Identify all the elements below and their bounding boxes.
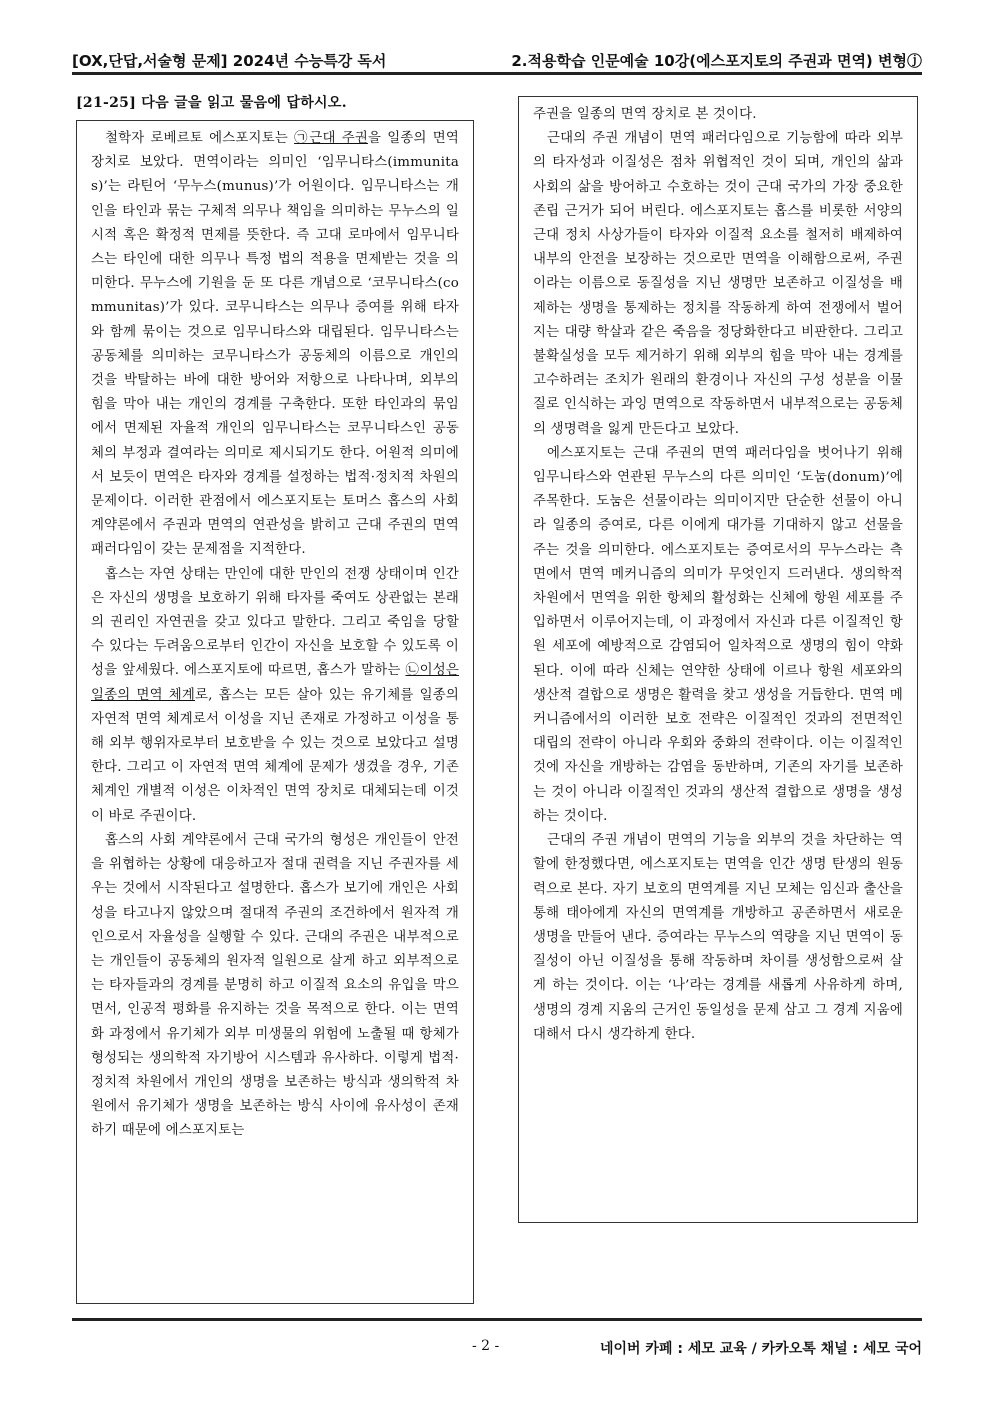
passage-paragraph-2: 홉스는 자연 상태는 만인에 대한 만인의 전쟁 상태이며 인간은 자신의 생명을 보호하기 위해 타자를 죽여도 상관없는 본래의 권리인 자연권을 갖고 있다고 말한다. 그리고 죽임을 당할 수 있다는 두려움으로부터 인간이 자신을 보호할 수 있도록 이성을 앞세웠다. 에스포지토에 따르면, 홉스가 말하는 ㉡이성은 일종의 면역 체계로, 홉스는 모든 살아 있는 유기체를 일종의 자연적 면역 체계로서 이성을 지닌 존재로 가정하고 이성을 통해 외부 행위자로부터 보호받을 수 있는 것으로 보았다고 설명한다. 그리고 이 자연적 면역 체계에 문제가 생겼을 경우, 기존 체계인 개별적 이성은 이차적인 면역 장치로 대체되는데 이것이 바로 주권이다.: [91, 566, 459, 824]
passage-paragraph-3: 홉스의 사회 계약론에서 근대 국가의 형성은 개인들이 안전을 위협하는 상황에 대응하고자 절대 권력을 지닌 주권자를 세우는 것에서 시작된다고 설명한다. 홉스가 보기에 개인은 사회성을 타고나지 않았으며 절대적 주권의 조건하에서 원자적 개인으로서 자율성을 실행할 수 있다. 근대의 주권은 내부적으로는 개인들이 공동체의 원자적 일원으로 살게 하고 외부적으로는 타자들과의 경계를 분명히 하고 이질적 요소의 유입을 막으면서, 인공적 평화를 유지하는 것을 목적으로 한다. 이는 면역화 과정에서 유기체가 외부 미생물의 위험에 노출될 때 항체가 형성되는 생의학적 자기방어 시스템과 유사하다. 이렇게 법적·정치적 차원에서 개인의 생명을 보존하는 방식과 생의학적 차원에서 유기체가 생명을 보존하는 방식 사이에 유사성이 존재하기 때문에 에스포지토는: [91, 832, 459, 1139]
passage-paragraph-5: 에스포지토는 근대 주권의 면역 패러다임을 벗어나기 위해 임무니타스와 연관된 무누스의 다른 의미인 ‘도눔(donum)’에 주목한다. 도눔은 선물이라는 의미이지만 단순한 선물이 아니라 일종의 증여로, 다른 이에게 대가를 기대하지 않고 선물을 주는 것을 의미한다. 에스포지토는 증여로서의 무누스라는 측면에서 면역 메커니즘의 의미가 무엇인지 드러낸다. 생의학적 차원에서 면역을 위한 항체의 활성화는 신체에 항원 세포를 주입하면서 이루어지는데, 이 과정에서 자신과 다른 이질적인 항원 세포에 예방적으로 감염되어 일차적으로 생명의 힘이 약화된다. 이에 따라 신체는 연약한 상태에 이르나 항원 세포와의 생산적 결합으로 생명은 활력을 찾고 생성을 거듭한다. 면역 메커니즘에서의 이러한 보호 전략은 이질적인 것과의 전면적인 대립의 전략이 아니라 우회와 중화의 전략이다. 이는 이질적인 것에 자신을 개방하는 감염을 동반하며, 기존의 자기를 보존하는 것이 아니라 이질적인 것과의 생산적 결합으로 생명을 생성하는 것이다.: [533, 445, 903, 824]
passage-left-column: [76, 120, 474, 1304]
marked-term-b: ㉡이성은 일종의 면역 체계: [91, 663, 459, 703]
passage-paragraph-1: 철학자 로베르토 에스포지토는 ㉠근대 주권을 일종의 면역 장치로 보았다. 면역이라는 의미인 ‘임무니타스(immunitas)’는 라틴어 ‘무누스(munus)’가 어원이다. 임무니타스는 개인을 타인과 묶는 구체적 의무나 책임을 의미하는 무누스의 일시적 혹은 확정적 면제를 뜻한다. 즉 고대 로마에서 임무니타스는 타인에 대한 의무나 특정 법의 적용을 면제받는 것을 의미한다. 무누스에 기원을 둔 또 다른 개념으로 ‘코무니타스(communitas)’가 있다. 코무니타스는 의무나 증여를 위해 타자와 함께 묶이는 것으로 임무니타스와 대립된다. 임무니타스는 공동체를 의미하는 코무니타스가 공동체의 이름으로 개인의 것을 박탈하는 바에 대한 방어와 저항으로 나타나며, 외부의 힘을 막아 내는 개인의 경계를 구축한다. 또한 타인과의 묶임에서 면제된 자율적 개인의 임무니타스는 코무니타스인 공동체의 부정과 결여라는 의미로 제시되기도 한다. 어원적 의미에서 보듯이 면역은 타자와 경계를 설정하는 법적·정치적 차원의 문제이다. 이러한 관점에서 에스포지토는 토머스 홉스의 사회 계약론에서 주권과 면역의 연관성을 밝히고 근대 주권의 면역 패러다임이 갖는 문제점을 지적한다.: [91, 131, 459, 558]
page-footer: [72, 1336, 922, 1360]
marked-term-a: ㉠근대 주권: [294, 131, 368, 146]
page-header: [72, 44, 922, 74]
question-instruction: [21-25] 다음 글을 읽고 물음에 답하시오.: [76, 95, 347, 111]
passage-continuation: 주권을 일종의 면역 장치로 본 것이다.: [533, 107, 757, 122]
footer-divider: [72, 1318, 922, 1321]
passage-paragraph-6: 근대의 주권 개념이 면역의 기능을 외부의 것을 차단하는 역할에 한정했다면, 에스포지토는 면역을 인간 생명 탄생의 원동력으로 본다. 자기 보호의 면역계를 지닌 모체는 임신과 출산을 통해 태아에게 자신의 면역계를 개방하고 공존하면서 새로운 생명을 만들어 낸다. 증여라는 무누스의 역량을 지닌 면역이 동질성이 아닌 이질성을 통해 작동하며 차이를 생성함으로써 살게 하는 것이다. 이는 ‘나’라는 경계를 새롭게 사유하게 하며, 생명의 경계 지움의 근거인 동일성을 문제 삼고 그 경계 지움에 대해서 다시 생각하게 한다.: [533, 833, 903, 1042]
footer-channel-info: 네이버 카페 : 세모 교육 / 카카오톡 채널 : 세모 국어: [599, 1341, 922, 1357]
header-source-title: [OX,단답,서술형 문제] 2024년 수능특강 독서: [72, 52, 387, 70]
passage-right-column: [518, 96, 918, 1223]
page-number: - 2 -: [472, 1338, 500, 1354]
header-lesson-title: 2.적용학습 인문예술 10강(에스포지토의 주권과 면역) 변형ⓙ: [511, 52, 922, 70]
passage-paragraph-4: 근대의 주권 개념이 면역 패러다임으로 기능함에 따라 외부의 타자성과 이질성은 점차 위협적인 것이 되며, 개인의 삶과 사회의 삶을 방어하고 수호하는 것이 근대 국가의 가장 중요한 존립 근거가 되어 버린다. 에스포지토는 홉스를 비롯한 서양의 근대 정치 사상가들이 타자와 이질적 요소를 철저히 배제하여 내부의 안전을 보장하는 것으로만 면역을 이해함으로써, 주권이라는 이름으로 동질성을 지닌 생명만 보존하고 이질성을 배제하는 생명을 통제하는 정치를 작동하게 하여 전쟁에서 벌어지는 대량 학살과 같은 죽음을 정당화한다고 비판한다. 그리고 불확실성을 모두 제거하기 위해 외부의 힘을 막아 내는 경계를 고수하려는 조치가 원래의 환경이나 자신의 구성 성분을 이물질로 인식하는 과잉 면역으로 작동하면서 내부적으로는 공동체의 생명력을 잃게 만든다고 보았다.: [533, 131, 903, 437]
header-divider: [72, 72, 922, 75]
